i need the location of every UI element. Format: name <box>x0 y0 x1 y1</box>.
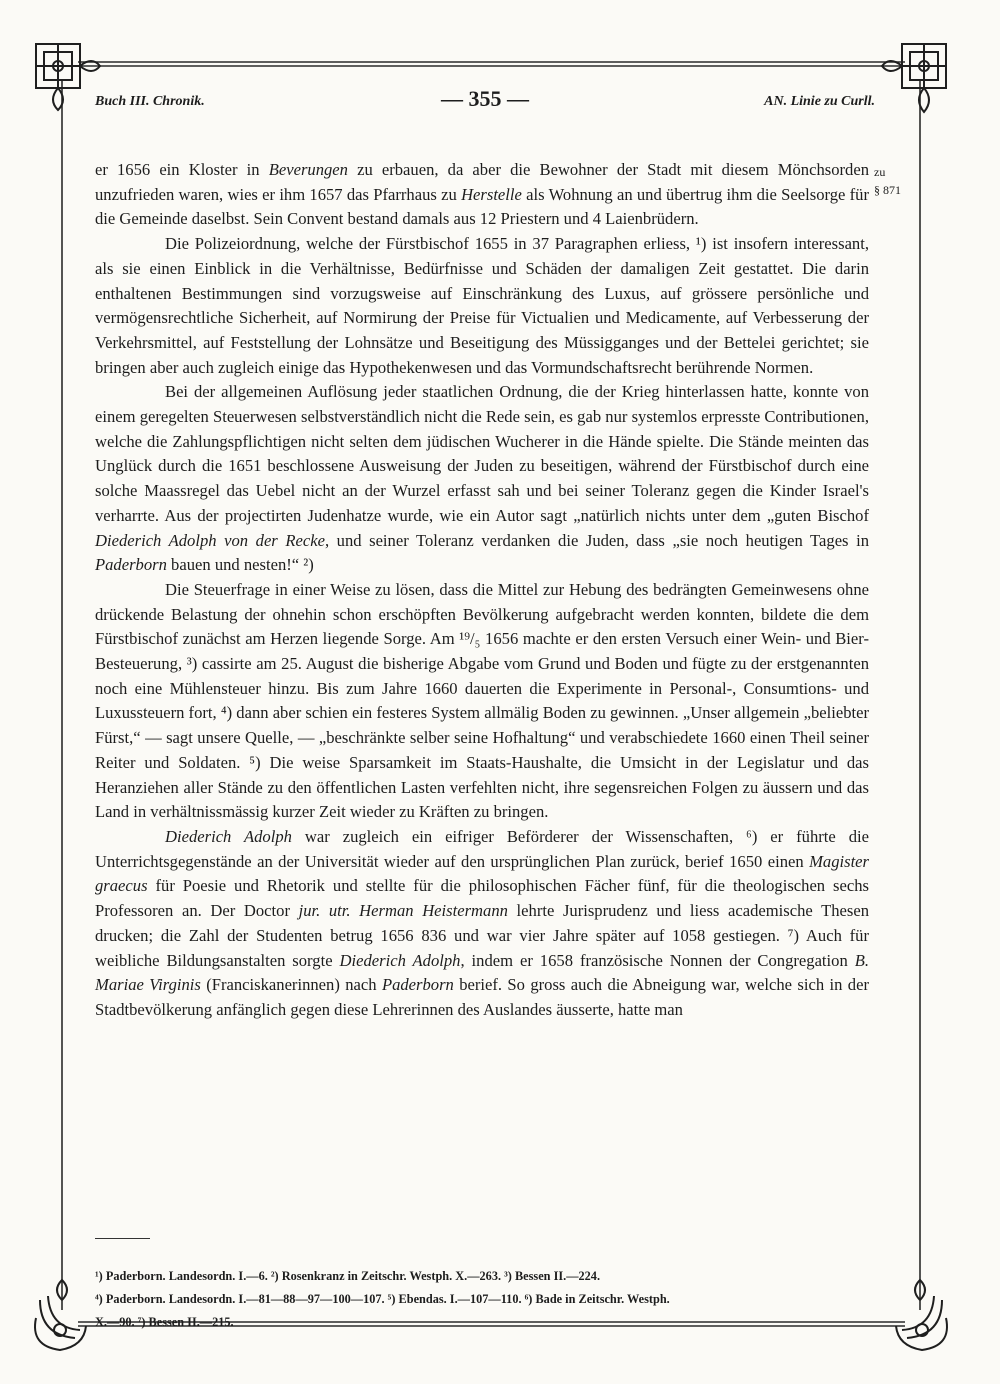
corner-ornament-top-left <box>36 44 100 110</box>
text-span: er 1656 ein Kloster in <box>95 160 269 179</box>
footnotes <box>95 1265 885 1334</box>
text-span: war zugleich ein eifriger Beförderer der Wissenschaften, ⁶) er führte die Unterrichtsgegenstände an der Universität wieder auf den ursprünglichen Plan zurück, berief 1650 einen <box>95 826 869 871</box>
text-span: berief. So gross auch die Abneigung war, welche sich in der Stadtbevölkerung anfänglich gegen diese Lehrerinnen des Auslandes äusserte, hatte man <box>95 975 869 1019</box>
margin-note-section: § 871 <box>874 183 901 197</box>
paragraph <box>95 158 869 232</box>
text-span: Bei der allgemeinen Auflösung jeder staatlichen Ordnung, die der Krieg hinterlassen hatte, konnte von einem geregelten Steuerwesen selbstverständlich nicht die Rede sein, es gab nur systemlos erpresste Contributionen, welche die Zahlungspflichtigen nicht selten dem jüdischen Wucherer in die Hände spielte. Die Stände meinten das Unglück durch die 1651 beschlossene Ausweisung der Juden zu beseitigen, während der Fürstbischof durch eine solche Maassregel das Uebel nicht an der Wurzel erfasst sah und bei seiner Toleranz gegen die Kinder Israel's verharrte. Aus der projectirten Judenhatze wurde, wie ein Autor sagt „natürlich nichts unter dem „guten Bischof <box>95 382 869 525</box>
footnote-line: ⁴) Paderborn. Landesordn. I.—81—88—97—100—107. ⁵) Ebendas. I.—107—110. ⁶) Bade in Zeitschr. Westph. <box>95 1292 670 1306</box>
italic-span: Magister graecus <box>95 851 869 896</box>
text-span: für Poesie und Rhetorik und stellte für die philosophischen Fächer fünf, für die theologischen sechs Professoren an. Der Doctor <box>95 876 869 921</box>
text-span: lehrte Jurisprudenz und liess academische Thesen drucken; die Zahl der Studenten betrug 1656 836 und war vier Jahre später auf 1058 gestiegen. ⁷) Auch für weibliche Bildungsanstalten sorgte <box>95 901 869 970</box>
paragraph <box>95 232 869 380</box>
text-span: als Wohnung an und übertrug ihm die Seelsorge für die Gemeinde daselbst. Sein Convent bestand damals aus 12 Priestern und 4 Laienbrüdern. <box>95 184 869 229</box>
page-number: — 355 — <box>441 86 529 111</box>
corner-ornament-bottom-left <box>35 1280 86 1350</box>
text-span: Die Polizeiordnung, welche der Fürstbischof 1655 in 37 Paragraphen erliess, ¹) ist insofern interessant, als sie einen Einblick in die Verhältnisse, Bedürfnisse und Schäden der damaligen Zeit gestattet. Die darin enthaltenen Bestimmungen sind vorzugsweise auf Einschränkung des Luxus, auf grössere persönliche und vermögensrechtliche Sicherheit, auf Normirung der Preise für Victualien und Medicamente, auf Verbesserung der Verkehrsmittel, auf Feststellung der Lohnsätze und Beseitigung des Müssigganges und der Bettelei gerichtet; sie bringen aber auch zugleich einige das Hypothekenwesen und das Vormundschaftsrecht berührende Normen. <box>95 234 869 377</box>
italic-span: jur. utr. Herman Heistermann <box>298 901 508 921</box>
body-text <box>95 158 869 1023</box>
text-span: , und seiner Toleranz verdanken die Juden, dass „sie noch heutigen Tages in <box>324 530 869 550</box>
italic-span: B. Mariae Virginis <box>95 950 869 995</box>
paragraph <box>95 380 869 578</box>
header-right: AN. Linie zu Curll. <box>764 94 875 109</box>
header-left: Buch III. Chronik. <box>95 94 205 109</box>
text-span: bauen und nesten!“ ²) <box>166 555 314 575</box>
corner-ornament-bottom-right <box>896 1280 947 1350</box>
footnote-rule <box>95 1238 150 1239</box>
paragraph <box>95 825 869 1023</box>
italic-span: Paderborn <box>95 555 167 575</box>
italic-span: Diederich Adolph <box>165 826 292 846</box>
footnote-line: ¹) Paderborn. Landesordn. I.—6. ²) Rosenkranz in Zeitschr. Westph. X.—263. ³) Bessen II.—224. <box>95 1269 601 1283</box>
margin-note-line: zu <box>874 165 886 179</box>
italic-span: Beverungen <box>268 160 348 179</box>
paragraph <box>95 578 869 825</box>
italic-span: Diederich Adolph <box>339 950 461 970</box>
text-span: , indem er 1658 französische Nonnen der Congregation <box>460 950 855 970</box>
italic-span: Herstelle <box>461 184 522 204</box>
italic-span: Diederich Adolph von der Recke <box>95 530 325 550</box>
footnote-line: X.—90. ⁷) Bessen II.—215. <box>95 1315 234 1329</box>
text-span: zu erbauen, da aber die Bewohner der Stadt mit diesem Mönchsorden unzufrieden waren, wies er ihm 1657 das Pfarrhaus zu <box>95 160 869 204</box>
running-header <box>95 86 875 116</box>
margin-note <box>874 163 914 199</box>
italic-span: Paderborn <box>381 975 454 995</box>
corner-ornament-top-right <box>882 44 946 112</box>
text-span: Die Steuerfrage in einer Weise zu lösen, dass die Mittel zur Hebung des bedrängten Gemeinwesens ohne drückende Belastung der ohnehin schon erschöpften Bevölkerung aufgebracht werden konnten, bildete die dem Fürstbischof zunächst am Herzen liegende Sorge. Am ¹⁹/₅ 1656 machte er den ersten Versuch einer Wein- und Bier-Besteuerung, ³) cassirte am 25. August die bisherige Abgabe vom Grund und Boden und fügte zu der erstgenannten noch eine Mühlensteuer hinzu. Bis zum Jahre 1660 dauerten die Experimente in Personal-, Consumtions- und Luxussteuern fort, ⁴) dann aber schien ein festeres System allmälig Boden zu gewinnen. „Unser allgemein „beliebter Fürst,“ — sagt unsere Quelle, — „beschränkte selber seine Hofhaltung“ und verabschiedete 1660 einen Theil seiner Reiter und Soldaten. ⁵) Die weise Sparsamkeit im Staats-Haushalte, die Umsicht in der Legislatur und das Heranziehen aller Stände zu den öffentlichen Lasten verfehlten nicht, ihre segensreichen Folgen zu äussern und das Land in verhältnissmässig kurzer Zeit wieder zu Kräften zu bringen. <box>95 579 869 822</box>
text-span: (Franciskanerinnen) nach <box>200 975 382 995</box>
